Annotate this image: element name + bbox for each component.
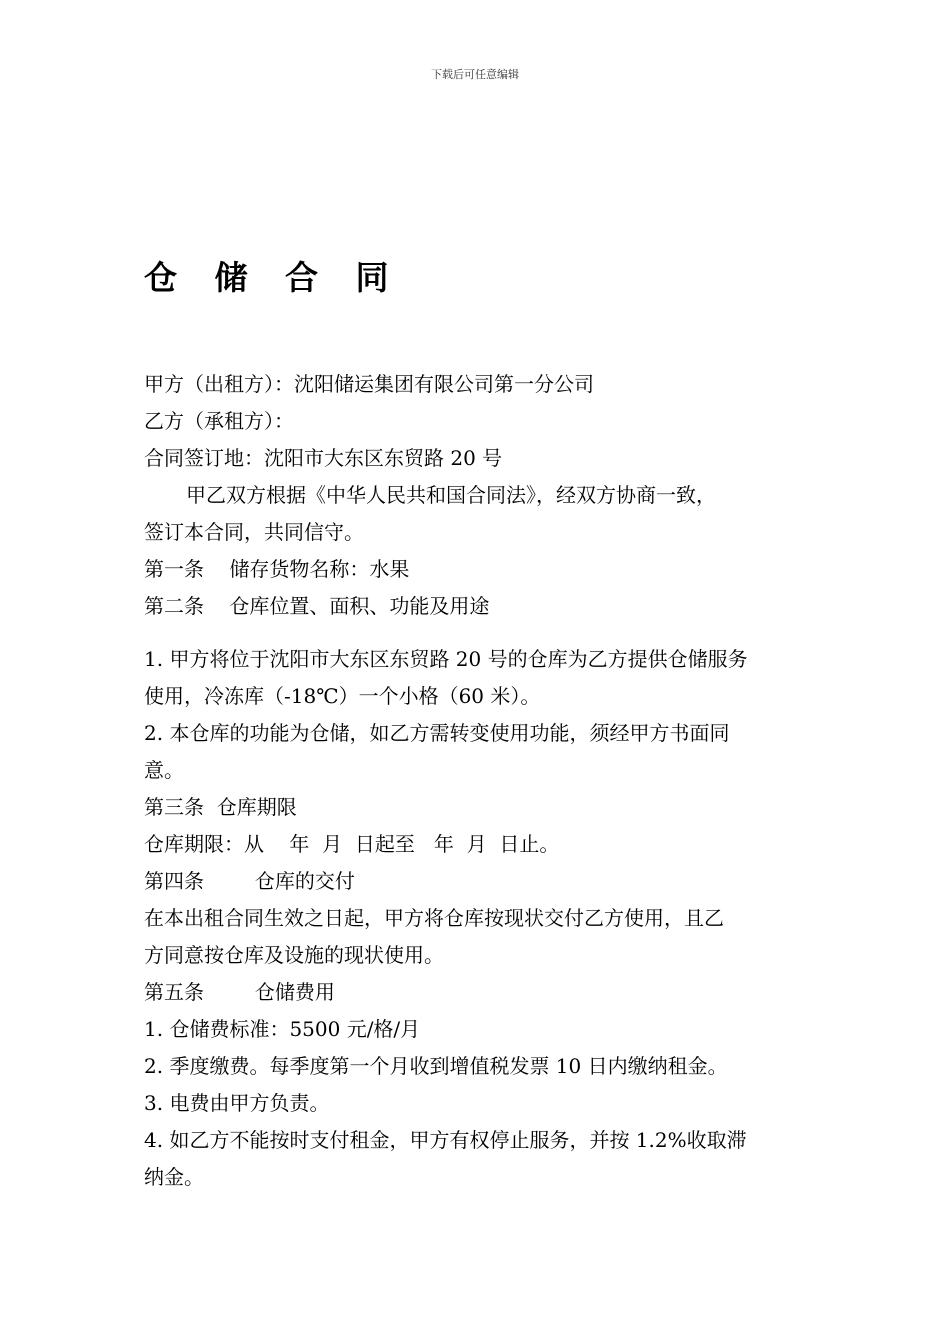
article-4-text-line-2: 方同意按仓库及设施的现状使用。 (144, 943, 444, 967)
spacer (144, 625, 809, 641)
document-title: 仓 储 合 同 (144, 258, 402, 297)
party-b-line: 乙方（承租方）： (144, 409, 294, 433)
article-4-heading: 第四条 仓库的交付 (144, 869, 355, 893)
article-5-heading: 第五条 仓储费用 (144, 980, 335, 1004)
article-5-item-4-line-1: 4. 如乙方不能按时支付租金，甲方有权停止服务，并按 1.2%收取滞 (144, 1128, 747, 1152)
page-header: 下载后可任意编辑 (431, 68, 519, 81)
article-5-item-4-line-2: 纳金。 (144, 1165, 204, 1189)
article-3-heading: 第三条 仓库期限 (144, 795, 297, 819)
article-1-heading: 第一条 储存货物名称：水果 (144, 557, 410, 581)
document-body (144, 366, 809, 1196)
article-5-item-1: 1. 仓储费标准：5500 元/格/月 (144, 1017, 421, 1041)
preamble-line-1: 甲乙双方根据《中华人民共和国合同法》，经双方协商一致， (186, 483, 716, 507)
article-2-item-2-line-2: 意。 (144, 758, 184, 782)
preamble-line-2: 签订本合同，共同信守。 (144, 520, 364, 544)
article-2-item-1-line-2: 使用，冷冻库（-18℃）一个小格（60 米）。 (144, 684, 541, 708)
article-2-item-2-line-1: 2. 本仓库的功能为仓储，如乙方需转变使用功能，须经甲方书面同 (144, 721, 730, 745)
article-4-text-line-1: 在本出租合同生效之日起，甲方将仓库按现状交付乙方使用，且乙 (144, 906, 724, 930)
article-3-term-line: 仓库期限：从 年 月 日起至 年 月 日止。 (144, 832, 560, 856)
article-5-item-3: 3. 电费由甲方负责。 (144, 1091, 330, 1115)
article-5-item-2: 2. 季度缴费。每季度第一个月收到增值税发票 10 日内缴纳租金。 (144, 1054, 728, 1078)
article-2-heading: 第二条 仓库位置、面积、功能及用途 (144, 594, 490, 618)
article-2-item-1-line-1: 1. 甲方将位于沈阳市大东区东贸路 20 号的仓库为乙方提供仓储服务 (144, 647, 748, 671)
party-a-line: 甲方（出租方）：沈阳储运集团有限公司第一分公司 (144, 372, 594, 396)
signing-place-line: 合同签订地：沈阳市大东区东贸路 20 号 (144, 446, 503, 470)
